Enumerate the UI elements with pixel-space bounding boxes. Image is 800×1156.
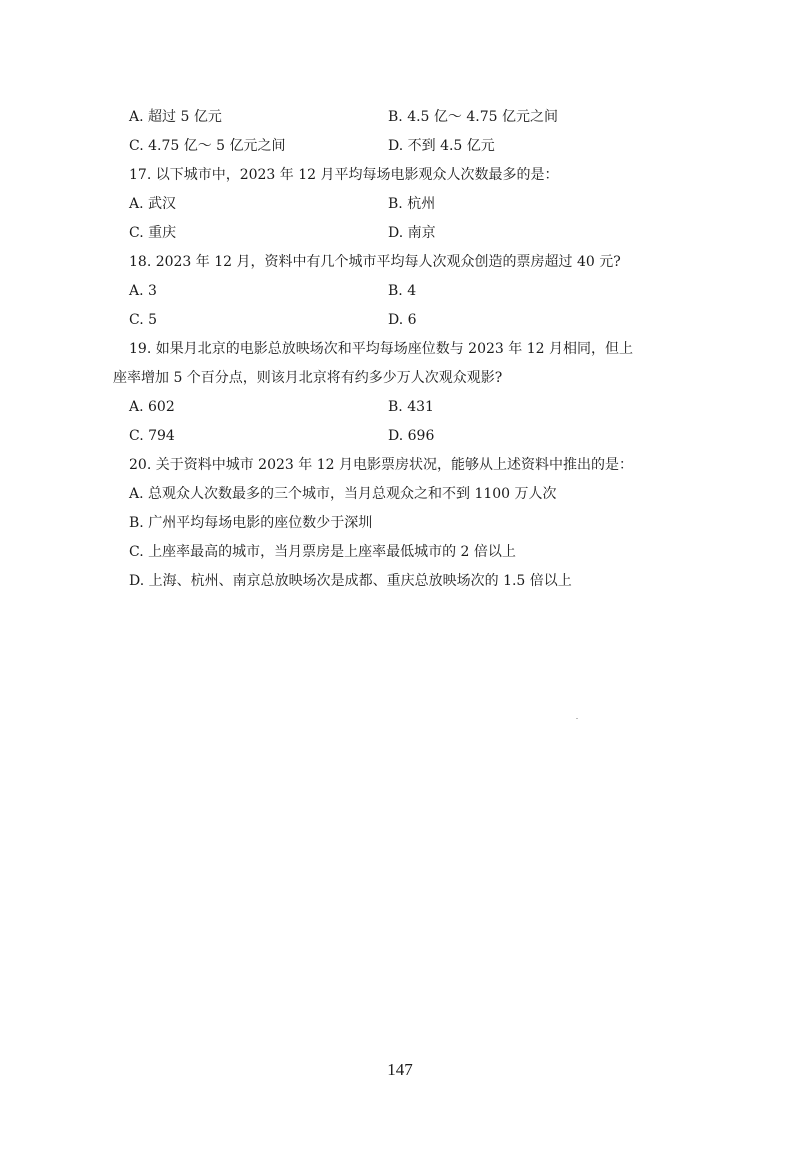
q19-stem-line2: 座率增加 5 个百分点，则该月北京将有约多少万人次观众观影? bbox=[113, 370, 503, 386]
q16-option-a: A. 超过 5 亿元 bbox=[129, 109, 222, 125]
q18-stem: 18. 2023 年 12 月，资料中有几个城市平均每人次观众创造的票房超过 40 元? bbox=[129, 254, 621, 270]
q17-option-a: A. 武汉 bbox=[129, 196, 177, 212]
q19-option-c: C. 794 bbox=[129, 428, 175, 444]
q17-option-c: C. 重庆 bbox=[129, 225, 177, 241]
q20-stem: 20. 关于资料中城市 2023 年 12 月电影票房状况，能够从上述资料中推出的是： bbox=[129, 457, 633, 473]
q19-stem-line1: 19. 如果月北京的电影总放映场次和平均每场座位数与 2023 年 12 月相同，但上 bbox=[129, 341, 633, 357]
q20-option-d: D. 上海、杭州、南京总放映场次是成都、重庆总放映场次的 1.5 倍以上 bbox=[129, 573, 572, 589]
q19-option-d: D. 696 bbox=[388, 428, 435, 444]
q16-option-b: B. 4.5 亿～ 4.75 亿元之间 bbox=[388, 109, 558, 125]
q20-option-b: B. 广州平均每场电影的座位数少于深圳 bbox=[129, 515, 373, 531]
scan-speck bbox=[576, 718, 578, 719]
q18-option-c: C. 5 bbox=[129, 312, 158, 328]
q18-option-a: A. 3 bbox=[129, 283, 157, 299]
q17-option-d: D. 南京 bbox=[388, 225, 436, 241]
q17-option-b: B. 杭州 bbox=[388, 196, 436, 212]
q17-stem: 17. 以下城市中，2023 年 12 月平均每场电影观众人次数最多的是： bbox=[129, 167, 559, 183]
q18-option-b: B. 4 bbox=[388, 283, 417, 299]
page-number: 147 bbox=[387, 1060, 413, 1079]
q19-option-b: B. 431 bbox=[388, 399, 434, 415]
q16-option-d: D. 不到 4.5 亿元 bbox=[388, 138, 495, 154]
q20-option-c: C. 上座率最高的城市，当月票房是上座率最低城市的 2 倍以上 bbox=[129, 544, 516, 560]
q20-option-a: A. 总观众人次数最多的三个城市，当月总观众之和不到 1100 万人次 bbox=[129, 486, 557, 502]
q18-option-d: D. 6 bbox=[388, 312, 417, 328]
q19-option-a: A. 602 bbox=[129, 399, 175, 415]
q16-option-c: C. 4.75 亿～ 5 亿元之间 bbox=[129, 138, 286, 154]
